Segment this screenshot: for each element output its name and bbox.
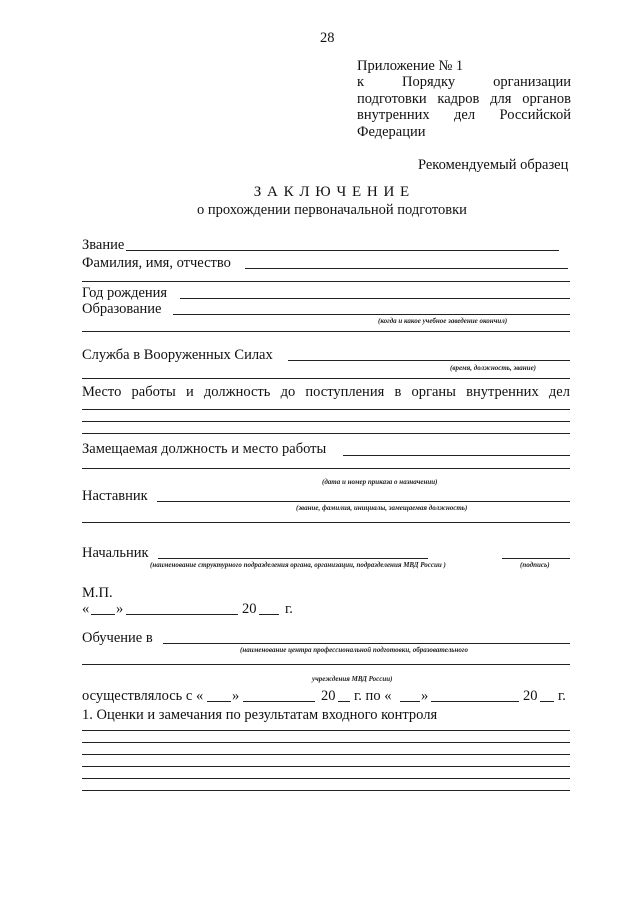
date-year-prefix: 20	[242, 601, 257, 617]
period-to-close-quote: »	[421, 688, 429, 704]
chief-label: Начальник	[82, 545, 149, 561]
stamp-label: М.П.	[82, 585, 113, 601]
section-1-line-4[interactable]	[82, 766, 570, 767]
period-to-year-prefix: 20	[523, 688, 538, 704]
military-line[interactable]	[288, 360, 570, 361]
education-hint: (когда и какое учебное заведение окончил)	[378, 317, 508, 325]
period-to-month-line[interactable]	[431, 701, 519, 702]
section-1-line-1[interactable]	[82, 730, 570, 731]
education-line[interactable]	[173, 314, 570, 315]
previous-job-label: Место работы и должность до поступления в органы внутренних дел	[82, 384, 570, 400]
date-year-line[interactable]	[259, 614, 279, 615]
training-hint-1: (наименование центра профессиональной подготовки, образовательного	[240, 646, 468, 654]
period-from-year-prefix: 20	[321, 688, 336, 704]
period-to-year-line[interactable]	[540, 701, 554, 702]
education-line-2[interactable]	[82, 331, 570, 332]
date-close-quote: »	[116, 601, 124, 617]
chief-line[interactable]	[158, 558, 428, 559]
chief-hint: (наименование структурного подразделения органа, организации, подразделения МВД России )	[150, 561, 446, 569]
appendix-line-4: Федерации	[357, 124, 426, 140]
military-label: Служба в Вооруженных Силах	[82, 347, 273, 363]
birth-year-label: Год рождения	[82, 285, 168, 301]
date-year-suffix: г.	[285, 601, 293, 617]
period-from-month-line[interactable]	[243, 701, 315, 702]
education-label: Образование	[82, 301, 162, 317]
period-to-year-suffix: г.	[558, 688, 566, 704]
full-name-label: Фамилия, имя, отчество	[82, 255, 231, 271]
sample-label: Рекомендуемый образец	[418, 157, 569, 173]
current-position-line-2[interactable]	[82, 468, 570, 469]
period-from-close-quote: »	[232, 688, 240, 704]
document-title: З А К Л Ю Ч Е Н И Е	[253, 184, 411, 200]
signature-hint: (подпись)	[520, 561, 550, 569]
mentor-hint: (звание, фамилия, инициалы, замещаемая должность)	[296, 504, 468, 512]
page-number: 28	[320, 30, 335, 46]
military-hint: (время, должность, звание)	[450, 364, 537, 372]
appendix-title: Приложение № 1	[357, 58, 464, 74]
document-subtitle: о прохождении первоначальной подготовки	[197, 202, 467, 218]
previous-job-line-3[interactable]	[82, 433, 570, 434]
previous-job-line-1[interactable]	[82, 409, 570, 410]
period-to-day-line[interactable]	[400, 701, 420, 702]
signature-line[interactable]	[502, 558, 570, 559]
section-1-line-3[interactable]	[82, 754, 570, 755]
rank-line[interactable]	[126, 250, 559, 251]
appendix-line-3: внутренних дел Российской	[357, 107, 571, 123]
period-from-year-line[interactable]	[338, 701, 350, 702]
training-line[interactable]	[163, 643, 570, 644]
date-open-quote: «	[82, 601, 90, 617]
mentor-line[interactable]	[157, 501, 570, 502]
rank-label: Звание	[82, 237, 125, 253]
birth-year-line[interactable]	[180, 298, 570, 299]
previous-job-line-2[interactable]	[82, 421, 570, 422]
appendix-line-1: к Порядку организации	[357, 74, 571, 90]
current-position-line[interactable]	[343, 455, 570, 456]
training-line-2[interactable]	[82, 664, 570, 665]
training-hint-2: учреждения МВД России)	[312, 675, 393, 683]
training-label: Обучение в	[82, 630, 153, 646]
section-1-line-5[interactable]	[82, 778, 570, 779]
section-1-line-6[interactable]	[82, 790, 570, 791]
appendix-line-2: подготовки кадров для органов	[357, 91, 571, 107]
mentor-label: Наставник	[82, 488, 148, 504]
date-month-line[interactable]	[126, 614, 238, 615]
current-position-hint: (дата и номер приказа о назначении)	[322, 478, 438, 486]
full-name-line-2[interactable]	[82, 281, 570, 282]
current-position-label: Замещаемая должность и место работы	[82, 441, 327, 457]
full-name-line[interactable]	[245, 268, 568, 269]
military-line-2[interactable]	[82, 378, 570, 379]
section-1-heading: 1. Оценки и замечания по результатам входного контроля	[82, 707, 438, 723]
period-to-label: г. по «	[354, 688, 392, 704]
mentor-line-2[interactable]	[82, 522, 570, 523]
period-from-day-line[interactable]	[207, 701, 231, 702]
date-day-line[interactable]	[91, 614, 115, 615]
period-from-label: осуществлялось с «	[82, 688, 204, 704]
section-1-line-2[interactable]	[82, 742, 570, 743]
